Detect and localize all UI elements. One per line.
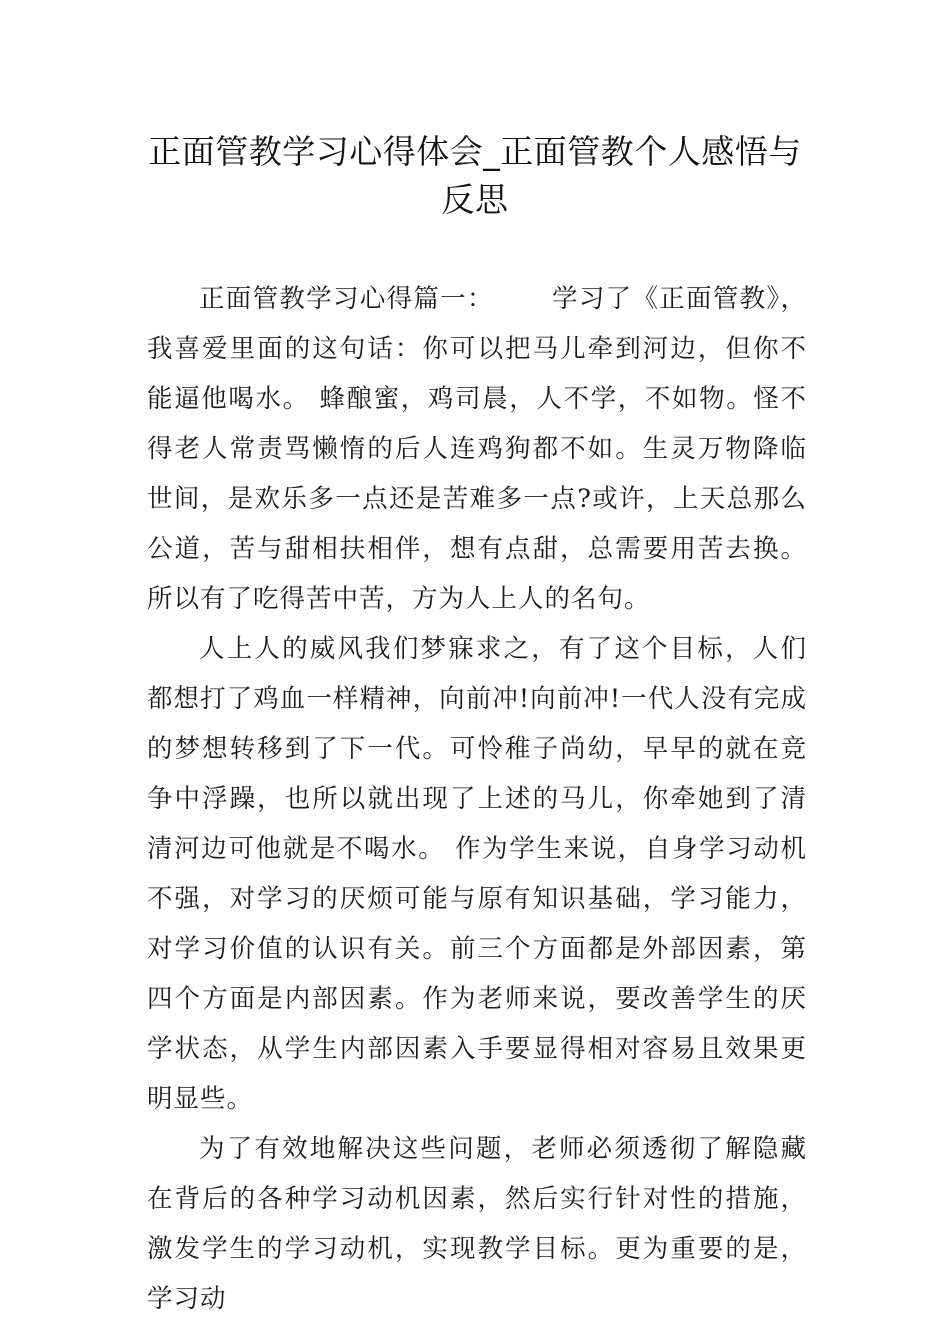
paragraph-2: 人上人的威风我们梦寐求之，有了这个目标，人们都想打了鸡血一样精神，向前冲!向前冲!一代人没有完成的梦想转移到了下一代。可怜稚子尚幼，早早的就在竞争中浮躁，也所以就出现了上述的马儿，你牵她到了清清河边可他就是不喝水。 作为学生来说，自身学习动机不强，对学习的厌烦可能与原有知识基础，学习能力，对学习价值的认识有关。前三个方面都是外部因素，第四个方面是内部因素。作为老师来说，要改善学生的厌学状态，从学生内部因素入手要显得相对容易且效果更明显些。 <box>147 634 807 1114</box>
document-title: 正面管教学习心得体会_正面管教个人感悟与反思 <box>148 132 802 219</box>
document-body <box>147 274 807 1324</box>
paragraph-1-lead: 正面管教学习心得篇一： <box>199 284 494 314</box>
paragraph-3: 为了有效地解决这些问题，老师必须透彻了解隐藏在背后的各种学习动机因素，然后实行针对性的措施，激发学生的学习动机，实现教学目标。更为重要的是，学习动 <box>147 1134 807 1314</box>
paragraph-1 <box>147 274 807 624</box>
paragraph-1-text: 学习了《正面管教》，我喜爱里面的这句话：你可以把马儿牵到河边，但你不能逼他喝水。 蜂酿蜜，鸡司晨，人不学，不如物。怪不得老人常责骂懒惰的后人连鸡狗都不如。生灵万物降临世间，是欢乐多一点还是苦难多一点?或许，上天总那么公道，苦与甜相扶相伴，想有点甜，总需要用苦去换。所以有了吃得苦中苦，方为人上人的名句。 <box>147 284 807 614</box>
